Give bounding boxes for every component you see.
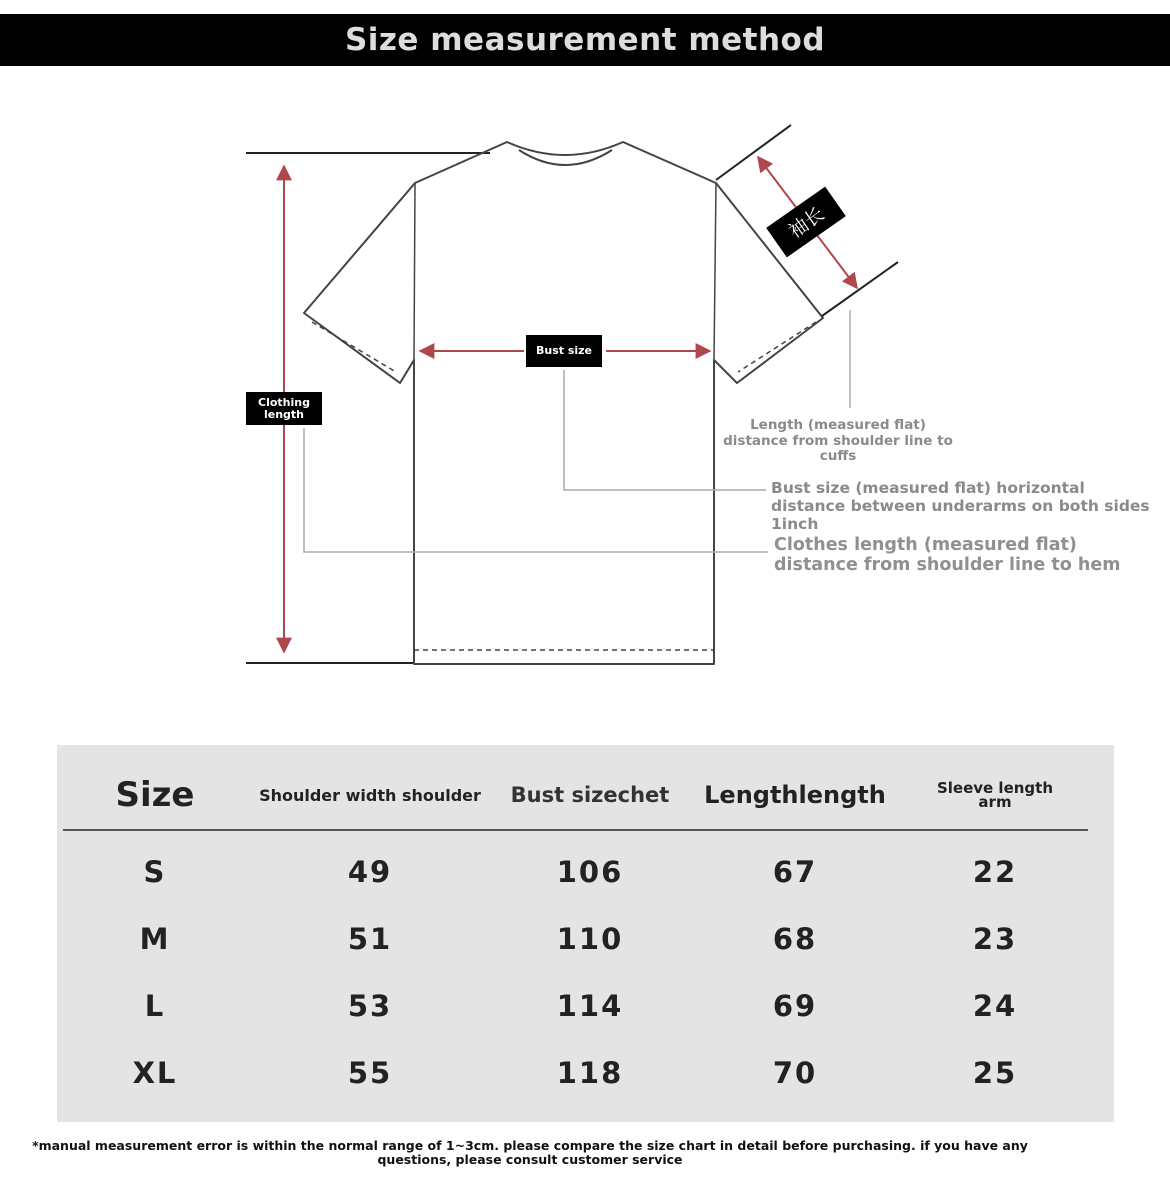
sleeve-note: Length (measured flat) distance from shoulder line to cuffs bbox=[723, 417, 953, 465]
bust-size-tag: Bust size bbox=[526, 335, 602, 367]
table-header-rule bbox=[63, 829, 1088, 831]
header-size: Size bbox=[115, 775, 195, 815]
row-m-size: M bbox=[139, 922, 171, 956]
page-title: Size measurement method bbox=[344, 22, 826, 58]
tshirt-collar bbox=[519, 150, 612, 165]
row-m-length: 68 bbox=[772, 922, 818, 956]
row-xl-shoulder: 55 bbox=[347, 1056, 393, 1090]
row-xl-length: 70 bbox=[772, 1056, 818, 1090]
bust-note: Bust size (measured flat) horizontal distance between underarms on both sides 1inch bbox=[771, 479, 1150, 533]
row-s-size: S bbox=[143, 855, 167, 889]
row-s-shoulder: 49 bbox=[347, 855, 393, 889]
sleeve-tag bbox=[766, 187, 846, 258]
length-note: Clothes length (measured flat) distance from shoulder line to hem bbox=[774, 535, 1121, 576]
row-xl-bust: 118 bbox=[556, 1056, 624, 1090]
row-l-sleeve: 24 bbox=[972, 989, 1018, 1023]
header-sleeve: Sleeve length arm bbox=[936, 779, 1054, 811]
header-length: Lengthlength bbox=[704, 781, 886, 809]
row-xl-sleeve: 25 bbox=[972, 1056, 1018, 1090]
left-cuff-stitch bbox=[312, 322, 396, 372]
row-m-shoulder: 51 bbox=[347, 922, 393, 956]
header-bust: Bust sizechet bbox=[510, 783, 670, 807]
right-cuff-stitch bbox=[738, 322, 816, 372]
row-m-bust: 110 bbox=[556, 922, 624, 956]
row-m-sleeve: 23 bbox=[972, 922, 1018, 956]
row-l-length: 69 bbox=[772, 989, 818, 1023]
measurement-footnote: *manual measurement error is within the normal range of 1~3cm. please compare the size chart in detail before purchasing. if you have any questions, please consult customer service bbox=[32, 1138, 1028, 1167]
header-shoulder: Shoulder width shoulder bbox=[259, 785, 481, 805]
row-l-bust: 114 bbox=[556, 989, 624, 1023]
row-l-shoulder: 53 bbox=[347, 989, 393, 1023]
row-s-bust: 106 bbox=[556, 855, 624, 889]
row-s-sleeve: 22 bbox=[972, 855, 1018, 889]
row-s-length: 67 bbox=[772, 855, 818, 889]
row-l-size: L bbox=[144, 989, 166, 1023]
clothing-length-tag: Clothing length bbox=[246, 392, 322, 425]
svg-text:袖长: 袖长 bbox=[784, 202, 829, 243]
row-xl-size: XL bbox=[132, 1056, 178, 1090]
